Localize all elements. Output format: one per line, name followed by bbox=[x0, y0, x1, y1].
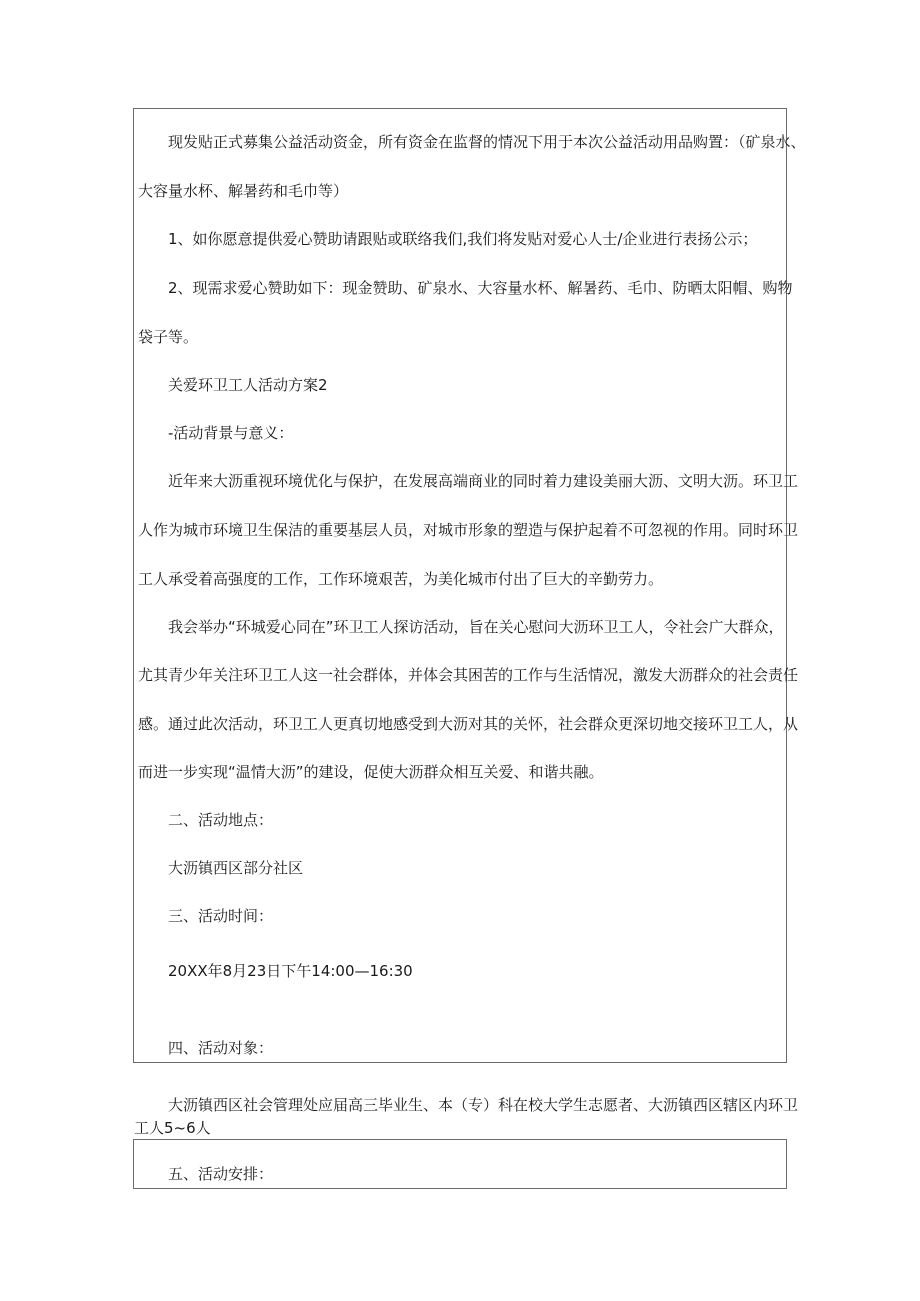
section-heading: 四、活动对象： bbox=[168, 1039, 274, 1057]
paragraph-line: 2、现需求爱心赞助如下：现金赞助、矿泉水、大容量水杯、解暑药、毛巾、防晒太阳帽、购物 bbox=[168, 279, 793, 297]
paragraph-line: 感。通过此次活动，环卫工人更真切地感受到大沥对其的关怀，社会群众更深切地交接环卫工人，从 bbox=[138, 715, 799, 733]
section-heading: 二、活动地点： bbox=[168, 811, 274, 829]
paragraph-line: 工人承受着高强度的工作，工作环境艰苦，为美化城市付出了巨大的辛勤劳力。 bbox=[138, 570, 664, 588]
paragraph-line: 而进一步实现“温情大沥”的建设，促使大沥群众相互关爱、和谐共融。 bbox=[138, 763, 604, 781]
location-text: 大沥镇西区部分社区 bbox=[168, 859, 304, 877]
paragraph-line: 大沥镇西区社会管理处应届高三毕业生、本（专）科在校大学生志愿者、大沥镇西区辖区内环卫 bbox=[168, 1096, 799, 1114]
time-text: 20XX年8月23日下午14:00—16:30 bbox=[168, 962, 413, 980]
paragraph-line: 近年来大沥重视环境优化与保护，在发展高端商业的同时着力建设美丽大沥、文明大沥。环卫工 bbox=[168, 472, 799, 490]
paragraph-line: 大容量水杯、解暑药和毛巾等） bbox=[138, 182, 349, 200]
paragraph-line: 工人5~6人 bbox=[134, 1119, 211, 1137]
paragraph-line: 1、如你愿意提供爱心赞助请跟贴或联络我们,我们将发贴对爱心人士/企业进行表扬公示； bbox=[168, 230, 758, 248]
paragraph-line: 我会举办“环城爱心同在”环卫工人探访活动，旨在关心慰问大沥环卫工人，令社会广大群众， bbox=[168, 618, 784, 636]
paragraph-line: 人作为城市环境卫生保洁的重要基层人员，对城市形象的塑造与保护起着不可忽视的作用。同时环卫 bbox=[138, 521, 799, 539]
section-heading: -活动背景与意义： bbox=[168, 424, 294, 442]
paragraph-line: 现发贴正式募集公益活动资金，所有资金在监督的情况下用于本次公益活动用品购置：（矿泉水、 bbox=[168, 133, 806, 151]
section-heading: 三、活动时间： bbox=[168, 907, 274, 925]
paragraph-line: 袋子等。 bbox=[138, 328, 199, 346]
paragraph-line: 尤其青少年关注环卫工人这一社会群体，并体会其困苦的工作与生活情况，激发大沥群众的社会责任 bbox=[138, 666, 799, 684]
document-title: 关爱环卫工人活动方案2 bbox=[168, 376, 328, 394]
section-heading: 五、活动安排： bbox=[168, 1165, 274, 1183]
